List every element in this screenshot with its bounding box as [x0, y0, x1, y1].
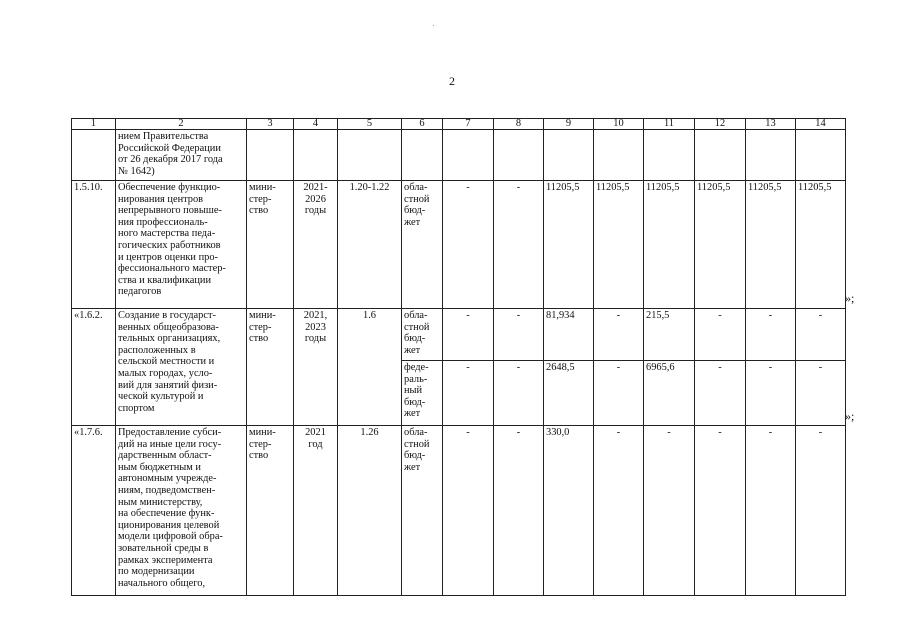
column-number: 4: [294, 119, 338, 130]
value-cell: -: [746, 361, 796, 426]
value-cell: -: [443, 426, 494, 596]
value-cell: -: [796, 426, 846, 596]
executor: мини- стер- ство: [247, 181, 294, 309]
value-cell: -: [494, 181, 544, 309]
value-cell: 11205,5: [796, 181, 846, 309]
column-number: 12: [695, 119, 746, 130]
continuation-row: [72, 130, 846, 181]
measure-name: Создание в государст- венных общеобразова- тельных организациях, расположенных в сельской местности и малых городах, усло- вий для занятий физи- ческой культурой и спортом: [116, 309, 247, 426]
executor: мини- стер- ство: [247, 309, 294, 426]
funding-source: обла- стной бюд- жет: [402, 426, 443, 596]
years: 2021, 2023 годы: [294, 309, 338, 426]
value-cell: 81,934: [544, 309, 594, 361]
value-cell: 11205,5: [594, 181, 644, 309]
row-number: 1.5.10.: [72, 181, 116, 309]
column-number: 11: [644, 119, 695, 130]
row-number: «1.7.6.: [72, 426, 116, 596]
funding-source: феде- раль- ный бюд- жет: [402, 361, 443, 426]
program-table: [71, 118, 846, 596]
value-cell: 215,5: [644, 309, 695, 361]
column-number: 8: [494, 119, 544, 130]
value-cell: -: [443, 181, 494, 309]
column-number: 1: [72, 119, 116, 130]
value-cell: -: [494, 309, 544, 361]
funding-source: обла- стной бюд- жет: [402, 181, 443, 309]
value-cell: -: [494, 426, 544, 596]
row-number: «1.6.2.: [72, 309, 116, 426]
measure-name: Предоставление субси- дий на иные цели госу- дарственным област- ным бюджетным и автономным учрежде- ниям, подведомствен- ным министерству, на обеспечение функ- ционирования целевой модели цифровой обра- зовательной среды в рамках эксперимента по модернизации начального общего,: [116, 426, 247, 596]
executor: мини- стер- ство: [247, 426, 294, 596]
value-cell: -: [796, 309, 846, 361]
continuation-text: нием Правительства Российской Федерации от 26 декабря 2017 года № 1642): [116, 130, 247, 181]
value-cell: -: [695, 426, 746, 596]
indicator-code: 1.6: [338, 309, 402, 426]
table-row: [72, 181, 846, 309]
column-number: 6: [402, 119, 443, 130]
column-number: 9: [544, 119, 594, 130]
column-number: 5: [338, 119, 402, 130]
indicator-code: 1.26: [338, 426, 402, 596]
value-cell: 11205,5: [695, 181, 746, 309]
table-row: [72, 309, 846, 361]
column-number-row: [72, 119, 846, 130]
value-cell: -: [796, 361, 846, 426]
row-end-mark: »;: [845, 409, 855, 423]
value-cell: -: [443, 361, 494, 426]
indicator-code: 1.20-1.22: [338, 181, 402, 309]
value-cell: -: [594, 361, 644, 426]
table-row: [72, 426, 846, 596]
value-cell: -: [494, 361, 544, 426]
value-cell: 11205,5: [544, 181, 594, 309]
years: 2021 год: [294, 426, 338, 596]
scan-speck: [433, 25, 434, 26]
value-cell: 6965,6: [644, 361, 695, 426]
value-cell: -: [746, 426, 796, 596]
column-number: 14: [796, 119, 846, 130]
funding-source: обла- стной бюд- жет: [402, 309, 443, 361]
value-cell: -: [746, 309, 796, 361]
measure-name: Обеспечение функцио- нирования центров непрерывного повыше- ния профессиональ- ного мастерства педа- гогических работников и центров оценки про- фессионального мастер- ства и квалификации педагогов: [116, 181, 247, 309]
value-cell: 330,0: [544, 426, 594, 596]
value-cell: -: [594, 426, 644, 596]
value-cell: 2648,5: [544, 361, 594, 426]
column-number: 10: [594, 119, 644, 130]
column-number: 7: [443, 119, 494, 130]
value-cell: -: [443, 309, 494, 361]
column-number: 2: [116, 119, 247, 130]
value-cell: 11205,5: [644, 181, 695, 309]
value-cell: -: [695, 309, 746, 361]
years: 2021- 2026 годы: [294, 181, 338, 309]
value-cell: -: [644, 426, 695, 596]
page-number: 2: [449, 74, 455, 88]
value-cell: -: [594, 309, 644, 361]
column-number: 3: [247, 119, 294, 130]
value-cell: -: [695, 361, 746, 426]
value-cell: 11205,5: [746, 181, 796, 309]
column-number: 13: [746, 119, 796, 130]
row-end-mark: »;: [845, 291, 855, 305]
